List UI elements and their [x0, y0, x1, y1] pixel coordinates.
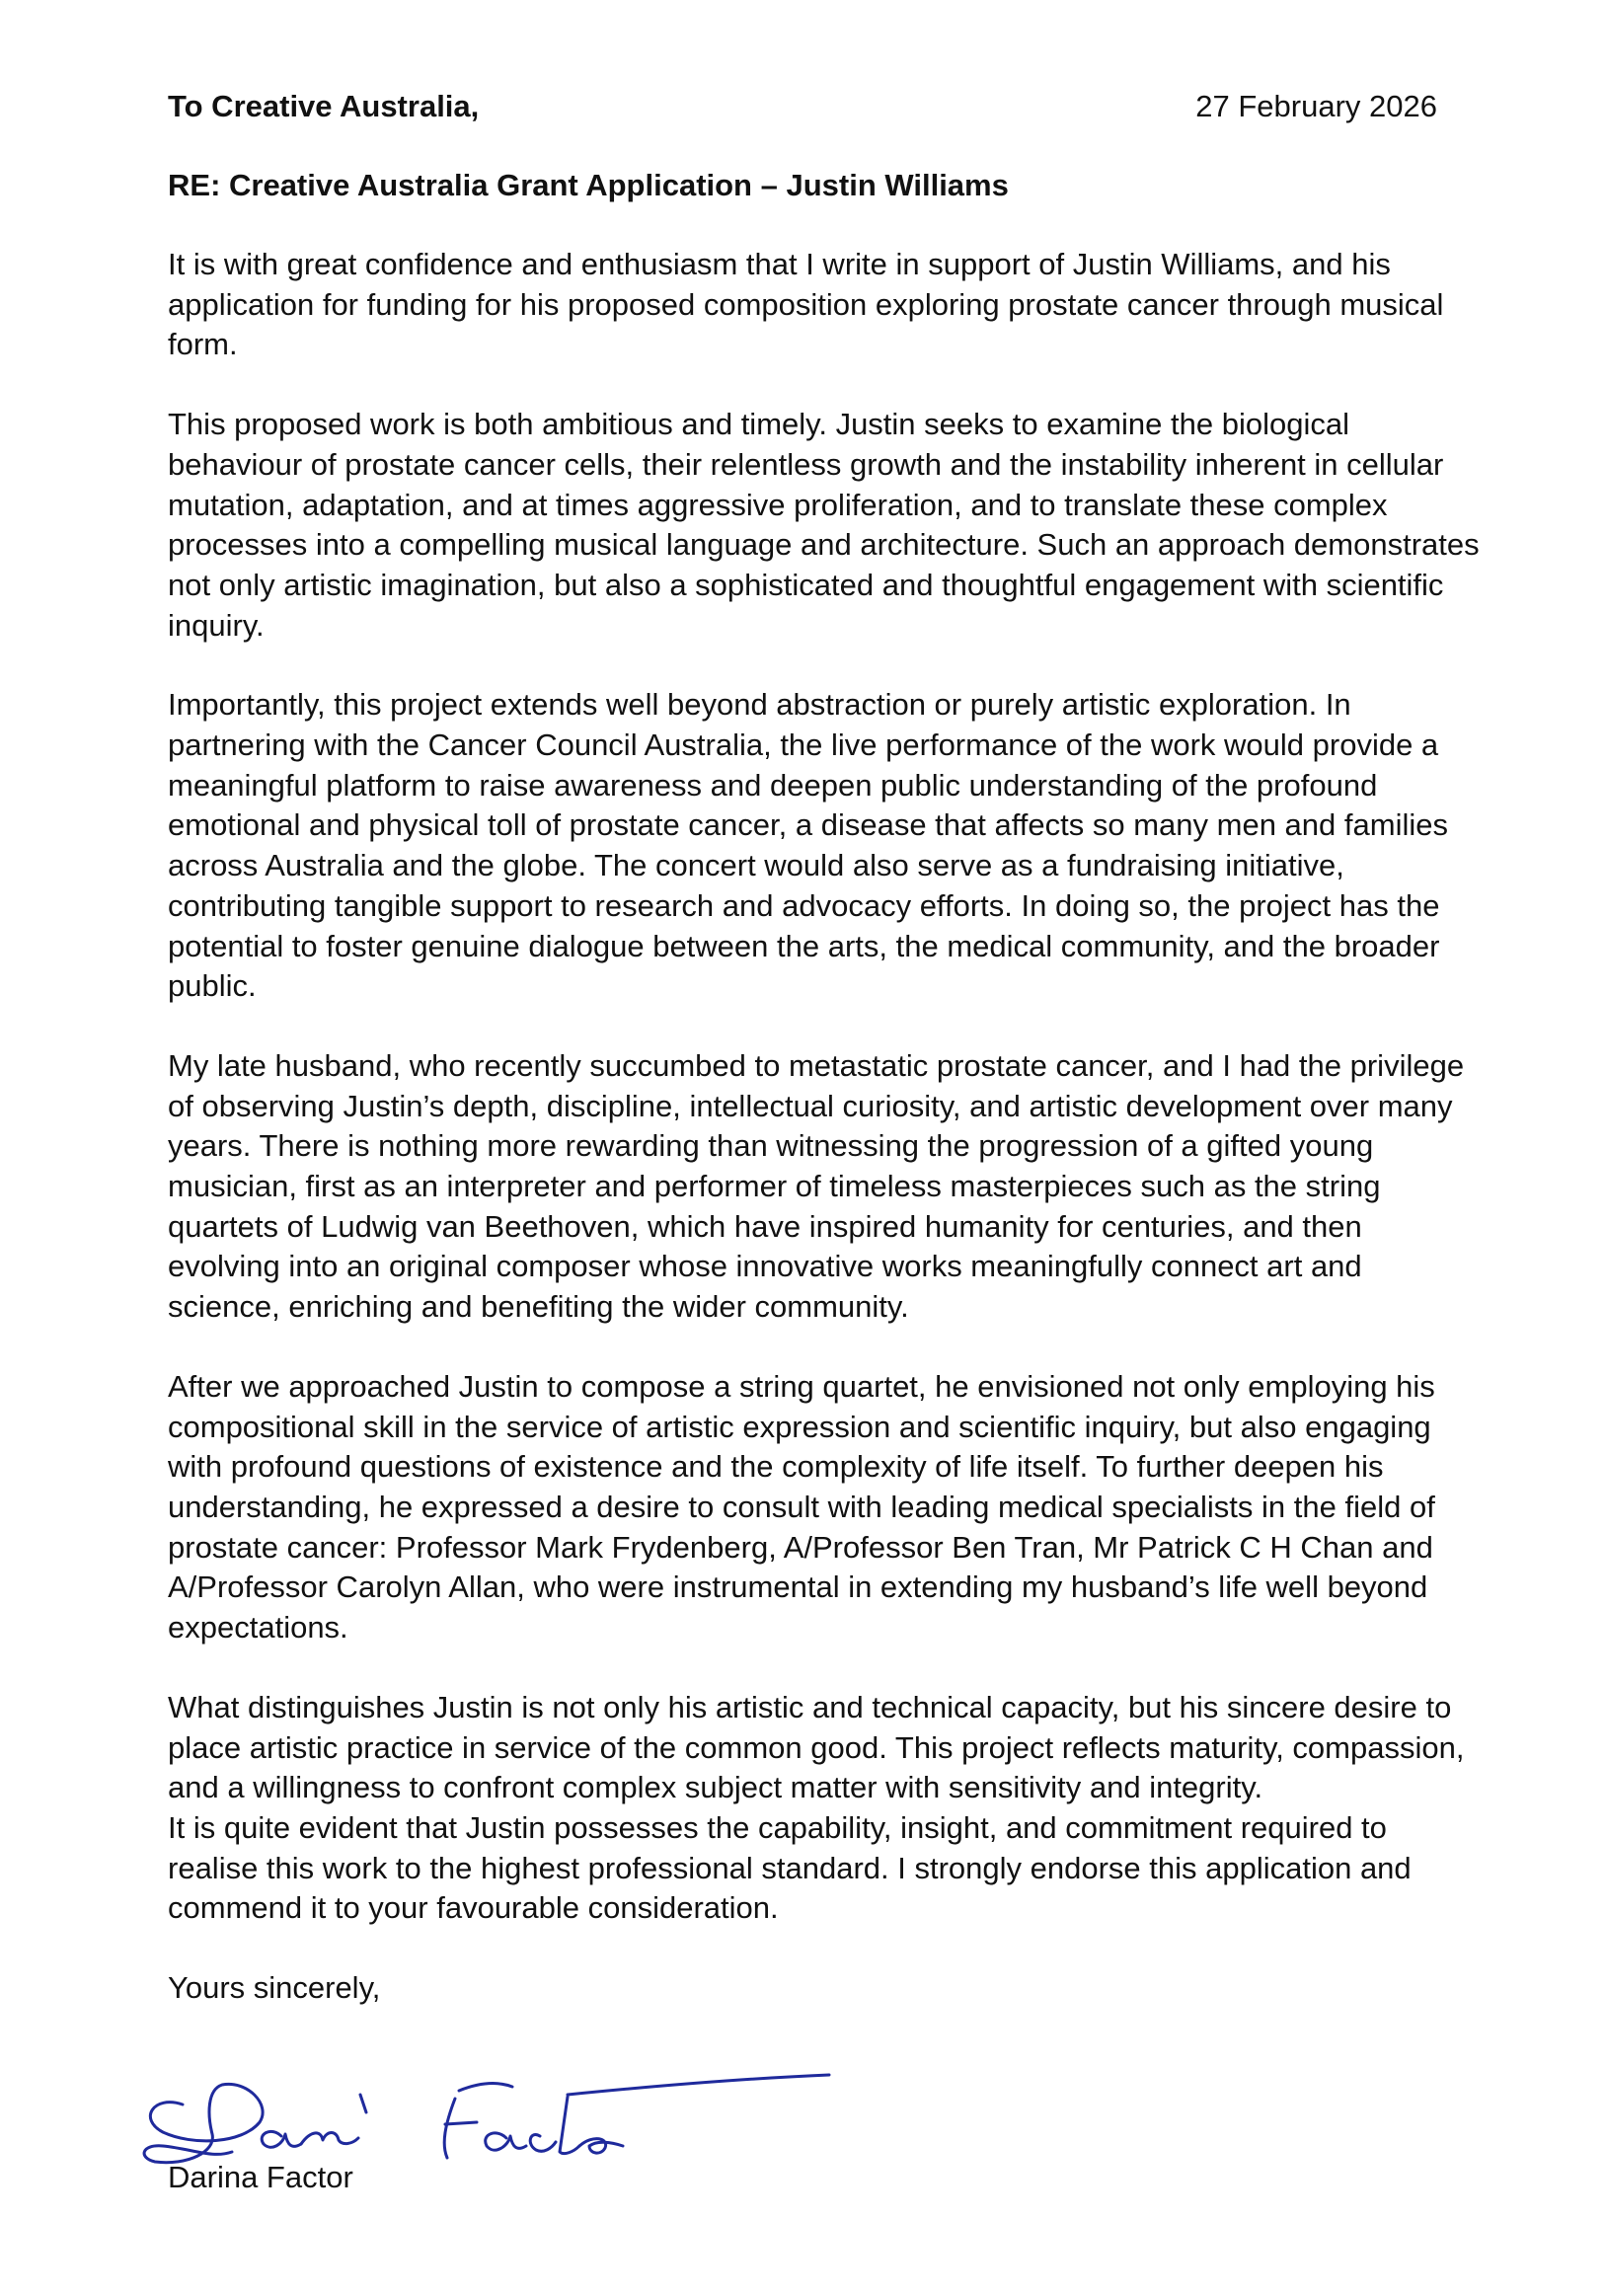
- paragraph-1: It is with great confidence and enthusiasm that I write in support of Justin Williams, and his application for funding for his proposed composition exploring prostate cancer through musical form.: [168, 247, 1444, 362]
- paragraph-5: After we approached Justin to compose a string quartet, he envisioned not only employing his compositional skill in the service of artistic expression and scientific inquiry, but also engaging with profound questions of existence and the complexity of life itself. To further deepen his understanding, he expressed a desire to consult with leading medical specialists in the field of prostate cancer: Professor Mark Frydenberg, A/Professor Ben Tran, Mr Patrick C H Chan and A/Professor Carolyn Allan, who were instrumental in extending my husband’s life well beyond expectations.: [168, 1368, 1435, 1645]
- letter-header: [168, 87, 1481, 134]
- signer-name: Darina Factor: [168, 2160, 353, 2194]
- paragraph-7: It is quite evident that Justin possesses the capability, insight, and commitment required to realise this work to the highest professional standard. I strongly endorse this application and commend it to your favourable consideration.: [168, 1809, 1412, 1926]
- letter-date: 27 February 2026: [1195, 89, 1437, 123]
- closing-salutation: Yours sincerely,: [168, 1970, 381, 2006]
- paragraph-3: Importantly, this project extends well beyond abstraction or purely artistic exploration. In partnering with the Cancer Council Australia, the live performance of the work would provide a meaningful platform to raise awareness and deepen public understanding of the profound emotional and physical toll of prostate cancer, a disease that affects so many men and families across Australia and the globe. The concert would also serve as a fundraising initiative, contributing tangible support to research and advocacy efforts. In doing so, the project has the potential to foster genuine dialogue between the arts, the medical community, and the broader public.: [168, 687, 1448, 1004]
- addressee: To Creative Australia,: [168, 89, 480, 123]
- paragraph-4: My late husband, who recently succumbed to metastatic prostate cancer, and I had the privilege of observing Justin’s depth, discipline, intellectual curiosity, and artistic development over many years. There is nothing more rewarding than witnessing the progression of a gifted young musician, first as an interpreter and performer of timeless masterpieces such as the string quartets of Ludwig van Beethoven, which have inspired humanity for centuries, and then evolving into an original composer whose innovative works meaningfully connect art and science, enriching and benefiting the wider community.: [168, 1047, 1465, 1325]
- letter-body: [168, 245, 1481, 1929]
- letter-page: [168, 87, 1481, 2009]
- paragraph-6: What distinguishes Justin is not only his artistic and technical capacity, but his sincere desire to place artistic practice in service of the common good. This project reflects maturity, compassion, and a willingness to confront complex subject matter with sensitivity and integrity.: [168, 1689, 1465, 1805]
- paragraph-2: This proposed work is both ambitious and timely. Justin seeks to examine the biological behaviour of prostate cancer cells, their relentless growth and the instability inherent in cellular mutation, adaptation, and at times aggressive proliferation, and to translate these complex processes into a compelling musical language and architecture. Such an approach demonstrates not only artistic imagination, but also a sophisticated and thoughtful engagement with scientific inquiry.: [168, 407, 1480, 643]
- subject-line: RE: Creative Australia Grant Application – Justin Williams: [168, 168, 1009, 202]
